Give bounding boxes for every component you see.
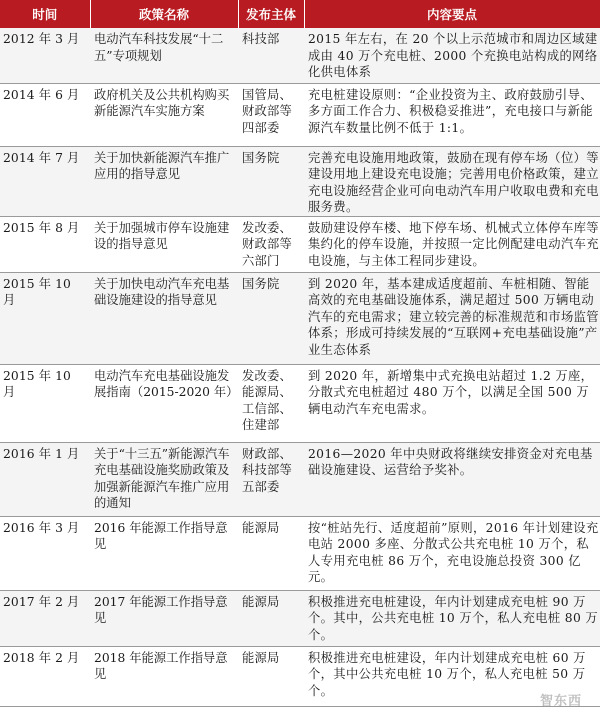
cell-issuer: 发改委、能源局、工信部、住建部 <box>238 364 304 442</box>
cell-key-points: 2016—2020 年中央财政将继续安排资金对充电基础设施建设、运营给予奖补。 <box>304 442 600 516</box>
cell-key-points: 2015 年左右，在 20 个以上示范城市和周边区域建成由 40 万个充电桩、2000 个充换电站构成的网络化供电体系 <box>304 28 600 83</box>
cell-date: 2018 年 2 月 <box>0 646 90 706</box>
cell-date: 2015 年 10 月 <box>0 272 90 364</box>
cell-key-points: 鼓励建设停车楼、地下停车场、机械式立体停车库等集约化的停车设施，并按照一定比例配建电动汽车充电设施，与主体工程同步建设。 <box>304 216 600 272</box>
cell-key-points: 按“桩站先行、适度超前”原则，2016 年计划建设充电站 2000 多座、分散式公共充电桩 10 万个，私人专用充电桩 86 万个，充电设施总投资 300 亿元。 <box>304 516 600 590</box>
table-row <box>0 646 600 706</box>
cell-issuer: 能源局 <box>238 590 304 646</box>
cell-date: 2014 年 7 月 <box>0 146 90 216</box>
cell-key-points: 到 2020 年，新增集中式充换电站超过 1.2 万座，分散式充电桩超过 480 万个，以满足全国 500 万辆电动汽车充电需求。 <box>304 364 600 442</box>
cell-date: 2016 年 3 月 <box>0 516 90 590</box>
cell-date: 2015 年 10 月 <box>0 364 90 442</box>
table-row <box>0 272 600 364</box>
table-row <box>0 364 600 442</box>
cell-key-points: 积极推进充电桩建设，年内计划建成充电桩 60 万个，其中公共充电桩 10 万个，私人充电桩 50 万个。 <box>304 646 600 706</box>
table-row <box>0 28 600 83</box>
cell-key-points: 到 2020 年，基本建成适度超前、车桩相随、智能高效的充电基础设施体系，满足超过 500 万辆电动汽车的充电需求；建立较完善的标准规范和市场监管体系；形成可持续发展的“互联网+充电基础设施”产业生态体系 <box>304 272 600 364</box>
table-header-row <box>0 0 600 28</box>
cell-policy-name: 政府机关及公共机构购买新能源汽车实施方案 <box>90 83 238 146</box>
table-row <box>0 83 600 146</box>
cell-issuer: 能源局 <box>238 646 304 706</box>
cell-key-points: 积极推进充电桩建设，年内计划建成充电桩 90 万个。其中，公共充电桩 10 万个，私人充电桩 80 万个。 <box>304 590 600 646</box>
cell-policy-name: 2017 年能源工作指导意见 <box>90 590 238 646</box>
cell-issuer: 能源局 <box>238 516 304 590</box>
table-row <box>0 146 600 216</box>
cell-policy-name: 关于加快电动汽车充电基础设施建设的指导意见 <box>90 272 238 364</box>
table-row <box>0 590 600 646</box>
header-date: 时间 <box>0 0 90 28</box>
table-row <box>0 516 600 590</box>
cell-issuer: 国管局、财政部等四部委 <box>238 83 304 146</box>
cell-issuer: 财政部、科技部等五部委 <box>238 442 304 516</box>
cell-policy-name: 2018 年能源工作指导意见 <box>90 646 238 706</box>
cell-policy-name: 关于加快新能源汽车推广应用的指导意见 <box>90 146 238 216</box>
watermark-logo <box>528 688 594 710</box>
watermark-text: 智东西 <box>539 693 582 709</box>
cell-issuer: 科技部 <box>238 28 304 83</box>
cell-policy-name: 关于加强城市停车设施建设的指导意见 <box>90 216 238 272</box>
table-row <box>0 442 600 516</box>
cell-issuer: 发改委、财政部等六部门 <box>238 216 304 272</box>
header-issuer: 发布主体 <box>238 0 304 28</box>
cell-issuer: 国务院 <box>238 146 304 216</box>
cell-date: 2015 年 8 月 <box>0 216 90 272</box>
cell-policy-name: 电动汽车充电基础设施发展指南（2015-2020 年） <box>90 364 238 442</box>
header-policy-name: 政策名称 <box>90 0 238 28</box>
header-key-points: 内容要点 <box>304 0 600 28</box>
cell-key-points: 充电桩建设原则：“企业投资为主、政府鼓励引导、多方面工作合力、积极稳妥推进”，充电接口与新能源汽车数量比例不低于 1:1。 <box>304 83 600 146</box>
cell-date: 2016 年 1 月 <box>0 442 90 516</box>
cell-policy-name: 关于“十三五”新能源汽车充电基础设施奖励政策及加强新能源汽车推广应用的通知 <box>90 442 238 516</box>
cell-issuer: 国务院 <box>238 272 304 364</box>
cell-date: 2014 年 6 月 <box>0 83 90 146</box>
cell-key-points: 完善充电设施用地政策，鼓励在现有停车场（位）等建设用地上建设充电设施；完善用电价格政策，建立充电设施经营企业可向电动汽车用户收取电费和充电服务费。 <box>304 146 600 216</box>
table-row <box>0 216 600 272</box>
cell-policy-name: 电动汽车科技发展“十二五”专项规划 <box>90 28 238 83</box>
cell-policy-name: 2016 年能源工作指导意见 <box>90 516 238 590</box>
cell-date: 2017 年 2 月 <box>0 590 90 646</box>
cell-date: 2012 年 3 月 <box>0 28 90 83</box>
